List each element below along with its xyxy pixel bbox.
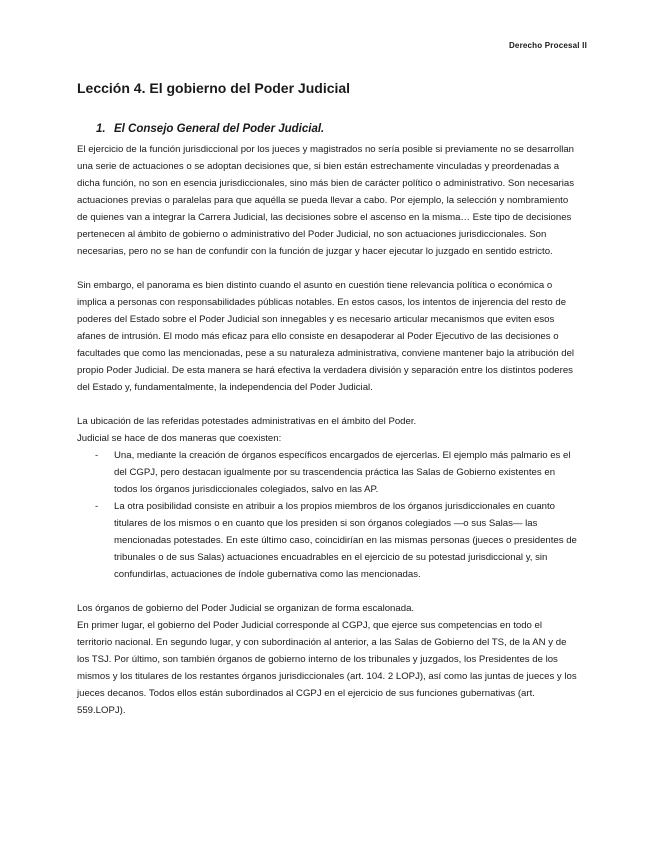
paragraph-3-line-2: Judicial se hace de dos maneras que coexisten: [77, 433, 282, 444]
paragraph-1: El ejercicio de la función jurisdiccional por los jueces y magistrados no sería posible si previamente no se desarrollan una serie de actuaciones o se adoptan decisiones que, si bien están estrechamente vinculadas y preordenadas a dicha función, no son en esencia jurisdiccionales, sino más bien de carácter político o administrativo. Son necesarias actuaciones previas o paralelas para que aquélla se pueda llevar a cabo. Por ejemplo, la selección y nombramiento de quienes van a integrar la Carrera Judicial, las decisiones sobre el ascenso en la misma… Este tipo de decisiones pertenecen al ámbito de gobierno o administrativo del Poder Judicial, no son actuaciones jurisdiccionales. Son necesarias, pero no se han de confundir con la función de juzgar y hacer ejecutar lo juzgado en sentido estricto. [77, 144, 575, 257]
list-item [77, 447, 577, 498]
list-item [77, 498, 577, 583]
list-item-text: Una, mediante la creación de órganos específicos encargados de ejercerlas. El ejemplo más palmario es el del CGPJ, pero destacan igualmente por su trascendencia práctica las Salas de Gobierno existentes en todos los órganos jurisdiccionales colegiados, salvo en las AP. [114, 450, 571, 495]
list-item-text: La otra posibilidad consiste en atribuir a los propios miembros de los órganos jurisdiccionales en cuanto titulares de los mismos o en cuanto que los presiden si son órganos colegiados —o sus Salas— las mencionadas potestades. En este último caso, coincidirían en las mismas personas (jueces o presidentes de tribunales o de sus Salas) actuaciones encuadrables en el ejercicio de su potestad jurisdiccional y, sin confundirlas, actuaciones de índole gubernativa como las mencionadas. [114, 501, 577, 580]
paragraph-4-line-1: Los órganos de gobierno del Poder Judicial se organizan de forma escalonada. [77, 603, 415, 614]
lesson-title: Lección 4. El gobierno del Poder Judicial [77, 80, 351, 96]
section-number: 1. [96, 123, 106, 135]
paragraph-3-line-1: La ubicación de las referidas potestades administrativas en el ámbito del Poder. [77, 416, 417, 427]
bullet-marker: - [95, 450, 99, 461]
paragraph-2: Sin embargo, el panorama es bien distinto cuando el asunto en cuestión tiene relevancia política o económica o implica a personas con responsabilidades públicas notables. En estos casos, los intentos de injerencia del resto de poderes del Estado sobre el Poder Judicial son innegables y es necesario articular mecanismos que eviten esos afanes de intrusión. El modo más eficaz para ello consiste en desapoderar al Poder Ejecutivo de las decisiones o facultades que como las mencionadas, pese a su naturaleza administrativa, conviene mantener bajo la atribución del propio Poder Judicial. De esta manera se hará efectiva la verdadera división y separación entre los distintos poderes del Estado y, fundamentalmente, la independencia del Poder Judicial. [77, 280, 575, 393]
bullet-list [77, 447, 577, 583]
section-heading-text: El Consejo General del Poder Judicial. [114, 123, 325, 135]
section-heading [96, 123, 324, 135]
bullet-marker: - [95, 501, 99, 512]
running-header: Derecho Procesal II [508, 41, 587, 50]
paragraph-4-body: En primer lugar, el gobierno del Poder Judicial corresponde al CGPJ, que ejerce sus competencias en todo el territorio nacional. En segundo lugar, y con subordinación al anterior, a las Salas de Gobierno del TS, de la AN y de los TSJ. Por último, son también órganos de gobierno interno de los tribunales y juzgados, los Presidentes de los mismos y los titulares de los restantes órganos jurisdiccionales (art. 104. 2 LOPJ), así como las juntas de jueces y los jueces decanos. Todos ellos están subordinados al CGPJ en el ejercicio de sus funciones gubernativas (art. 559.LOPJ). [77, 620, 577, 716]
document-body [77, 141, 577, 719]
